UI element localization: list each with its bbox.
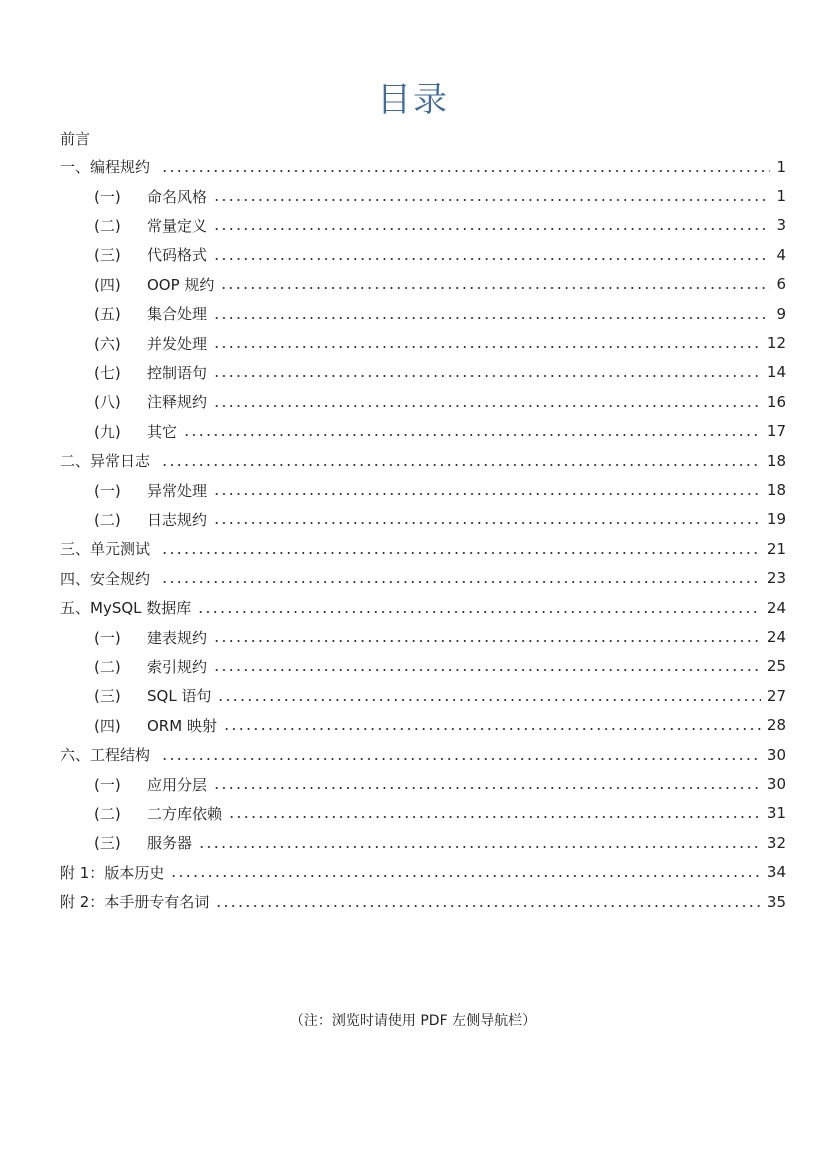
toc-entry-page-number: 24	[766, 598, 786, 617]
toc-entry-number: (五)	[94, 305, 121, 324]
toc-entry-page-number: 14	[766, 363, 786, 382]
toc-entry-page-number: 31	[766, 804, 786, 823]
dot-leader	[213, 199, 770, 201]
dot-leader	[197, 611, 761, 613]
toc-entry[interactable]	[60, 858, 786, 887]
toc-entry[interactable]	[94, 505, 786, 534]
dot-leader	[161, 581, 761, 583]
dot-leader	[161, 758, 761, 760]
toc-entry-page-number: 1	[776, 157, 786, 176]
toc-entry-page-number: 19	[766, 510, 786, 529]
dot-leader	[213, 258, 770, 260]
toc-entry-title: 索引规约	[147, 657, 208, 676]
dot-leader	[213, 228, 770, 230]
toc-entry-title: OOP 规约	[147, 275, 215, 294]
toc-entry-number: (九)	[94, 422, 121, 441]
toc-entry[interactable]	[94, 387, 786, 416]
toc-entry-number: 三、	[60, 540, 91, 559]
dot-leader	[213, 375, 761, 377]
toc-entry[interactable]	[60, 887, 786, 916]
toc-entry[interactable]	[60, 534, 786, 563]
toc-entry-title: 异常处理	[147, 481, 208, 500]
toc-entry[interactable]	[94, 270, 786, 299]
dot-leader	[223, 728, 761, 730]
toc-entry[interactable]	[94, 622, 786, 651]
toc-entry[interactable]	[94, 181, 786, 210]
dot-leader	[170, 875, 761, 877]
toc-entry[interactable]	[94, 358, 786, 387]
dot-leader	[161, 552, 761, 554]
toc-entry-title: 常量定义	[147, 216, 208, 235]
toc-entry[interactable]	[94, 240, 786, 269]
toc-entry-page-number: 16	[766, 392, 786, 411]
toc-entry-page-number: 30	[766, 775, 786, 794]
toc-preface-link[interactable]: 前言	[60, 130, 91, 148]
toc-entry-number: 六、	[60, 746, 91, 765]
toc-entry-title: 异常日志	[90, 452, 155, 471]
toc-entry-page-number: 6	[776, 275, 786, 294]
toc-entry-page-number: 1	[776, 187, 786, 206]
toc-entry-number: (三)	[94, 687, 121, 706]
toc-entry-title: ORM 映射	[147, 716, 217, 735]
dot-leader	[213, 405, 761, 407]
toc-entry-number: (二)	[94, 216, 121, 235]
dot-leader	[213, 317, 770, 319]
toc-entry-number: 附 2：	[60, 893, 105, 912]
toc-entry[interactable]	[94, 475, 786, 504]
toc-entry-number: 五、	[60, 599, 91, 618]
toc-entry[interactable]	[94, 828, 786, 857]
toc-entry-number: (二)	[94, 510, 121, 529]
toc-entry-number: (一)	[94, 187, 121, 206]
toc-entry-page-number: 35	[766, 892, 786, 911]
toc-entry[interactable]	[94, 652, 786, 681]
toc-entry-title: 建表规约	[147, 628, 208, 647]
toc-entry-title: 注释规约	[147, 393, 208, 412]
toc-entry-page-number: 4	[776, 245, 786, 264]
toc-entry[interactable]	[94, 769, 786, 798]
toc-entry-title: SQL 语句	[147, 687, 212, 706]
toc-entry-page-number: 25	[766, 657, 786, 676]
dot-leader	[213, 346, 761, 348]
dot-leader	[213, 493, 761, 495]
toc-entry[interactable]	[94, 328, 786, 357]
toc-entry-number: (六)	[94, 334, 121, 353]
toc-entry-title: 服务器	[147, 834, 193, 853]
toc-entry[interactable]	[94, 211, 786, 240]
toc-entry-title: 控制语句	[147, 363, 208, 382]
toc-entry-title: 命名风格	[147, 187, 208, 206]
footnote: （注：浏览时请使用 PDF 左侧导航栏）	[289, 1013, 537, 1029]
toc-entry[interactable]	[94, 681, 786, 710]
toc-entry-page-number: 23	[766, 569, 786, 588]
toc-entry-number: 四、	[60, 569, 91, 588]
dot-leader	[220, 287, 770, 289]
toc-entry-page-number: 18	[766, 451, 786, 470]
toc-entry-title: 编程规约	[90, 158, 155, 177]
toc-entry-page-number: 27	[766, 686, 786, 705]
dot-leader	[217, 699, 760, 701]
toc-entry-number: (三)	[94, 246, 121, 265]
toc-entry-title: 并发处理	[147, 334, 208, 353]
toc-entry[interactable]	[94, 711, 786, 740]
dot-leader	[161, 464, 761, 466]
toc-entry-number: (一)	[94, 628, 121, 647]
toc-entry-number: (三)	[94, 834, 121, 853]
toc-entry-page-number: 3	[776, 216, 786, 235]
toc-entry-number: 二、	[60, 452, 91, 471]
toc-entry-number: (四)	[94, 275, 121, 294]
dot-leader	[213, 787, 761, 789]
toc-entry-title: 单元测试	[90, 540, 155, 559]
toc-entry-number: (八)	[94, 393, 121, 412]
toc-entry[interactable]	[60, 564, 786, 593]
toc-entry-number: 附 1：	[60, 863, 105, 882]
toc-entry-title: 二方库依赖	[147, 804, 223, 823]
toc-entry-title: MySQL 数据库	[90, 599, 192, 618]
toc-entry-page-number: 17	[766, 422, 786, 441]
dot-leader	[161, 170, 770, 172]
toc-entry-page-number: 9	[776, 304, 786, 323]
toc-entry-page-number: 24	[766, 628, 786, 647]
dot-leader	[215, 905, 761, 907]
toc-entry[interactable]	[60, 152, 786, 181]
toc-entry[interactable]	[60, 740, 786, 769]
toc-entry-number: (二)	[94, 657, 121, 676]
dot-leader	[228, 816, 761, 818]
toc-entry[interactable]	[94, 299, 786, 328]
toc-entry-title: 工程结构	[90, 746, 155, 765]
toc-entry-title: 安全规约	[90, 569, 155, 588]
toc-entry-number: (二)	[94, 804, 121, 823]
toc-entry-title: 日志规约	[147, 510, 208, 529]
page-title: 目录	[377, 80, 449, 120]
toc-entry-page-number: 34	[766, 863, 786, 882]
toc-entry-number: 一、	[60, 158, 91, 177]
toc-entry[interactable]	[94, 799, 786, 828]
toc-entry-page-number: 28	[766, 716, 786, 735]
toc-entry-page-number: 12	[766, 334, 786, 353]
dot-leader	[198, 846, 761, 848]
dot-leader	[213, 522, 761, 524]
toc-entry-title: 其它	[147, 422, 178, 441]
dot-leader	[183, 434, 761, 436]
dot-leader	[213, 669, 761, 671]
toc-entry-number: (七)	[94, 363, 121, 382]
toc-entry-number: (一)	[94, 481, 121, 500]
toc-entry-title: 版本历史	[104, 863, 165, 882]
dot-leader	[213, 640, 761, 642]
toc-entry-number: (一)	[94, 775, 121, 794]
toc-entry-title: 本手册专有名词	[104, 893, 210, 912]
toc-entry[interactable]	[94, 417, 786, 446]
toc-entry-title: 代码格式	[147, 246, 208, 265]
toc-entry-page-number: 32	[766, 833, 786, 852]
toc-entry-title: 应用分层	[147, 775, 208, 794]
toc-entry[interactable]	[60, 593, 786, 622]
toc-entry[interactable]	[60, 446, 786, 475]
toc-entry-page-number: 30	[766, 745, 786, 764]
toc-entry-page-number: 21	[766, 539, 786, 558]
toc-entry-page-number: 18	[766, 481, 786, 500]
toc-entry-number: (四)	[94, 716, 121, 735]
toc-entry-title: 集合处理	[147, 305, 208, 324]
